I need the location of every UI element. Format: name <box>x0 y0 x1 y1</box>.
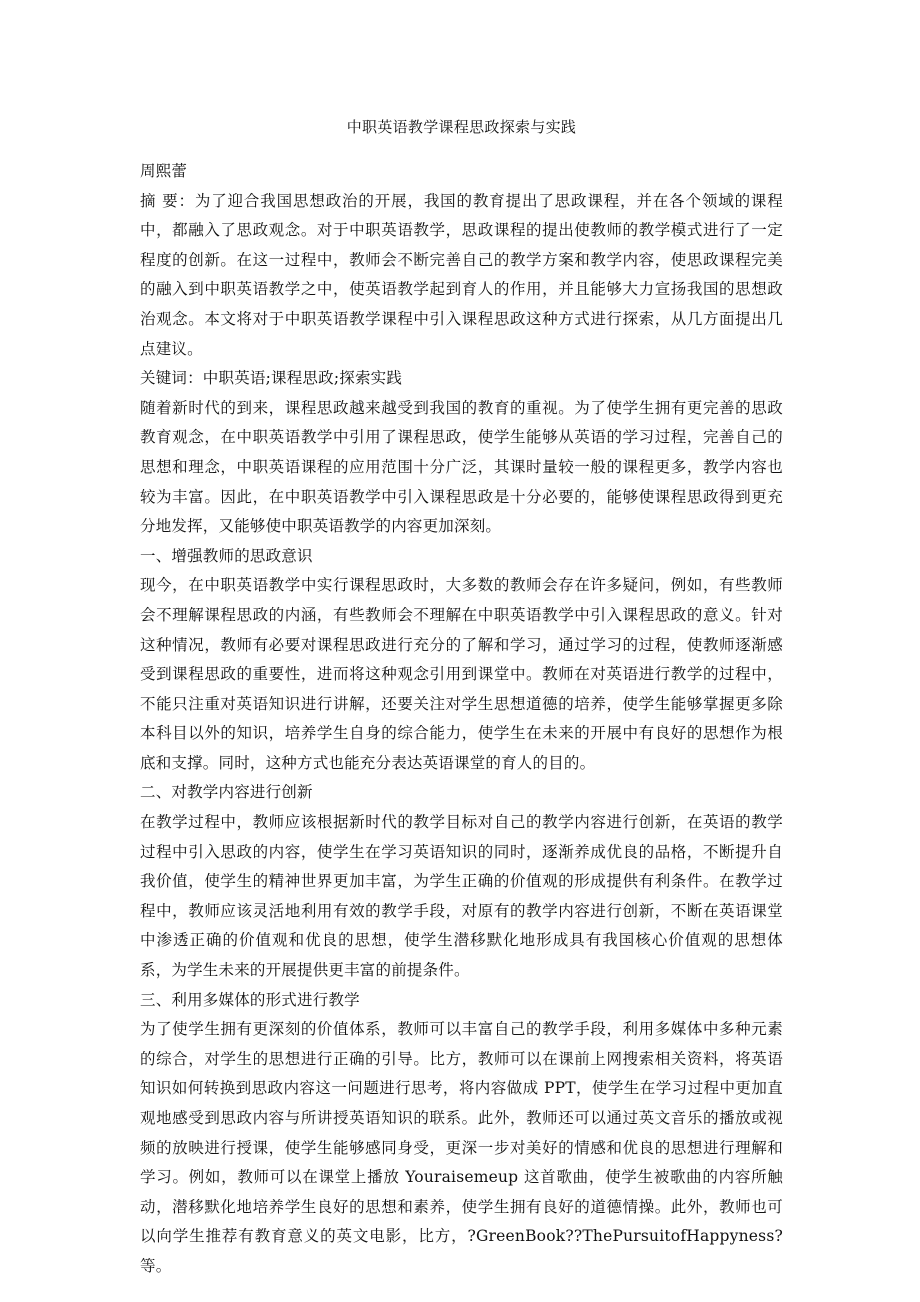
intro-paragraph: 随着新时代的到来，课程思政越来越受到我国的教育的重视。为了使学生拥有更完善的思政教育观念，在中职英语教学中引用了课程思政，使学生能够从英语的学习过程，完善自己的思想和理念，中职英语课程的应用范围十分广泛，其课时量较一般的课程更多，教学内容也较为丰富。因此，在中职英语教学中引入课程思政是十分必要的，能够使课程思政得到更充分地发挥，又能够使中职英语教学的内容更加深刻。 <box>140 398 783 536</box>
document-title: 中职英语教学课程思政探索与实践 <box>346 118 577 136</box>
document-body <box>140 157 783 1282</box>
section-paragraph-2: 在教学过程中，教师应该根据新时代的教学目标对自己的教学内容进行创新，在英语的教学过程中引入思政的内容，使学生在学习英语知识的同时，逐渐养成优良的品格，不断提升自我价值，使学生的精神世界更加丰富，为学生正确的价值观的形成提供有利条件。在教学过程中，教师应该灵活地利用有效的教学手段，对原有的教学内容进行创新，不断在英语课堂中渗透正确的价值观和优良的思想，使学生潜移默化地形成具有我国核心价值观的思想体系，为学生未来的开展提供更丰富的前提条件。 <box>140 813 783 980</box>
author-name: 周熙蕾 <box>140 162 188 180</box>
section-heading-3: 三、利用多媒体的形式进行教学 <box>140 990 360 1009</box>
section-heading-1: 一、增强教师的思政意识 <box>140 546 313 565</box>
keywords-line: 关键词：中职英语;课程思政;探索实践 <box>140 369 403 388</box>
section-paragraph-3: 为了使学生拥有更深刻的价值体系，教师可以丰富自己的教学手段，利用多媒体中多种元素的综合，对学生的思想进行正确的引导。比方，教师可以在课前上网搜索相关资料，将英语知识如何转换到思政内容这一问题进行思考，将内容做成 PPT，使学生在学习过程中更加直观地感受到思政内容与所讲授英语知识的联系。此外，教师还可以通过英文音乐的播放或视频的放映进行授课，使学生能够感同身受，更深一步对美好的情感和优良的思想进行理解和学习。例如，教师可以在课堂上播放 Youraisemeup 这首歌曲，使学生被歌曲的内容所触动，潜移默化地培养学生良好的思想和素养，使学生拥有良好的道德情操。此外，教师也可以向学生推荐有教育意义的英文电影，比方，?GreenBook??ThePursuitofHappyness?等。 <box>140 1020 783 1275</box>
section-heading-2: 二、对教学内容进行创新 <box>140 783 313 802</box>
section-paragraph-1: 现今，在中职英语教学中实行课程思政时，大多数的教师会存在许多疑问，例如，有些教师会不理解课程思政的内涵，有些教师会不理解在中职英语教学中引入课程思政的意义。针对这种情况，教师有必要对课程思政进行充分的了解和学习，通过学习的过程，使教师逐渐感受到课程思政的重要性，进而将这种观念引用到课堂中。教师在对英语进行教学的过程中，不能只注重对英语知识进行讲解，还要关注对学生思想道德的培养，使学生能够掌握更多除本科目以外的知识，培养学生自身的综合能力，使学生在未来的开展中有良好的思想作为根底和支撑。同时，这种方式也能充分表达英语课堂的育人的目的。 <box>140 576 783 772</box>
abstract-paragraph: 摘 要：为了迎合我国思想政治的开展，我国的教育提出了思政课程，并在各个领域的课程中，都融入了思政观念。对于中职英语教学，思政课程的提出使教师的教学模式进行了一定程度的创新。在这一过程中，教师会不断完善自己的教学方案和教学内容，使思政课程完美的融入到中职英语教学之中，使英语教学起到育人的作用，并且能够大力宣扬我国的思想政治观念。本文将对于中职英语教学课程中引入课程思政这种方式进行探索，从几方面提出几点建议。 <box>140 191 783 358</box>
